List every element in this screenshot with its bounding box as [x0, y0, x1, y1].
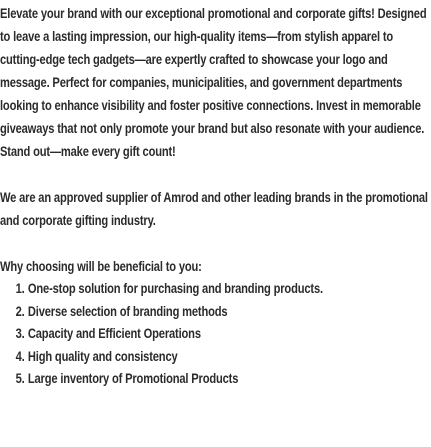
list-item-number: 1. [15, 281, 25, 296]
list-item-text: High quality and consistency [27, 348, 178, 364]
list-item-text: Large inventory of Promotional Products [27, 371, 239, 386]
intro-paragraph: Elevate your brand with our exceptional promotional and corporate gifts! Designed to leave a lasting impression, our high-quality items—from stylish apparel to cutting-edge tech gadgets—are expertly crafted to showcase your logo and message. Perfect for companies, municipalities, and government departments looking to enhance visibility and foster positive connections. Invest in memorable giveaways that not only promote your brand but also resonate with your audience. Stand out—make every gift count! [0, 6, 427, 159]
list-item [0, 278, 353, 301]
supplier-paragraph: We are an approved supplier of Amrod and other leading brands in the promotional and corporate gifting industry. [0, 190, 428, 228]
list-item-text: Diverse selection of branding methods [27, 303, 228, 319]
list-item-text: One-stop solution for purchasing and branding products. [27, 281, 323, 296]
benefits-list [0, 278, 353, 391]
list-item-number: 2. [15, 303, 25, 319]
list-item-number: 5. [15, 371, 25, 386]
list-item-number: 3. [15, 326, 25, 341]
list-item [0, 301, 353, 324]
list-item [0, 368, 353, 391]
list-item-number: 4. [15, 348, 25, 364]
list-item-text: Capacity and Efficient Operations [27, 326, 201, 341]
benefits-heading: Why choosing will be beneficial to you: [0, 259, 202, 274]
list-item [0, 323, 353, 346]
list-item [0, 346, 353, 369]
